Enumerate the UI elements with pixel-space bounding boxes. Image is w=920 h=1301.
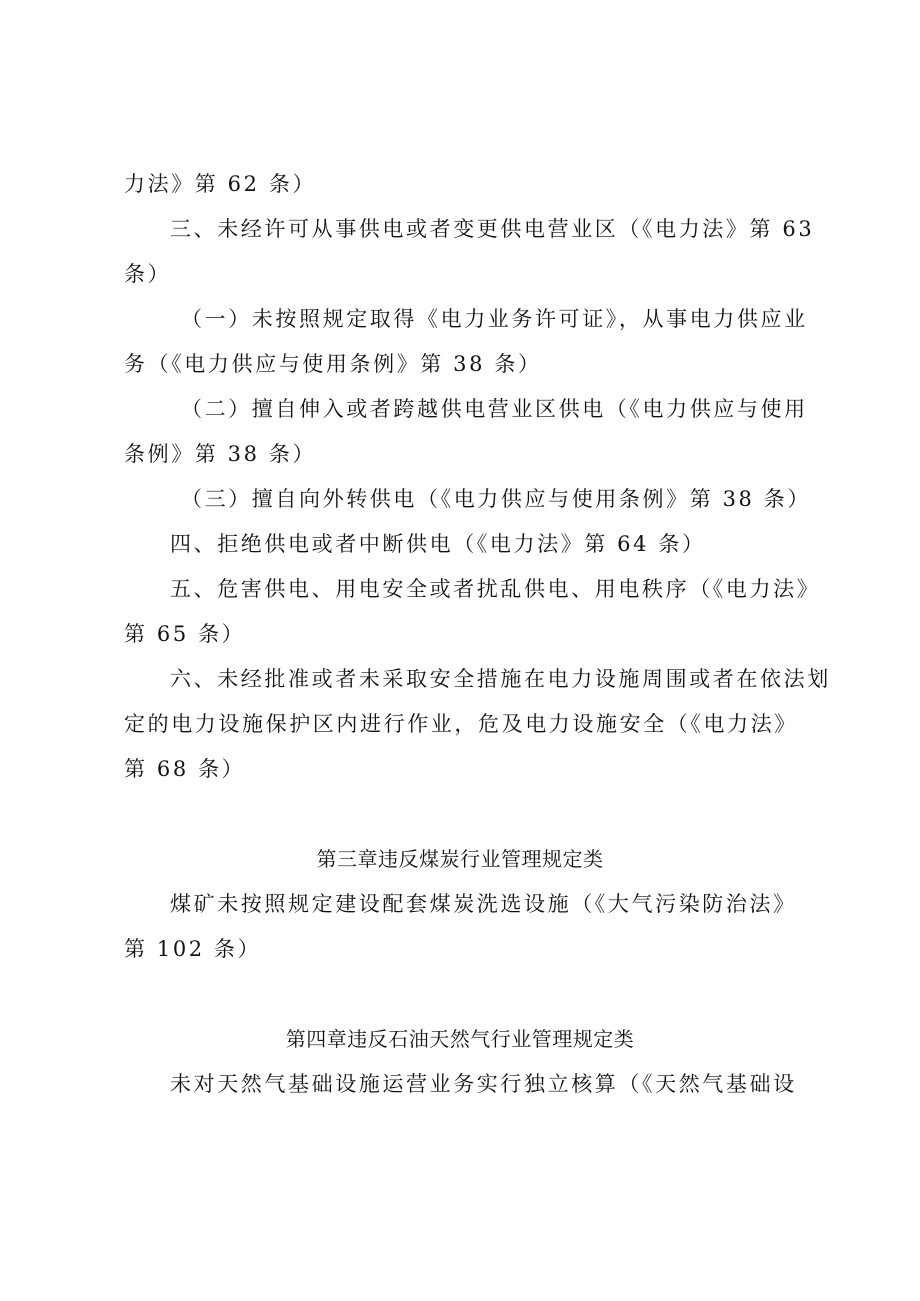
text-line: 第 68 条） <box>124 757 246 781</box>
chapter-heading: 第四章违反石油天然气行业管理规定类 <box>285 1027 635 1051</box>
text-line: 未对天然气基础设施运营业务实行独立核算（《天然气基础设 <box>170 1072 797 1096</box>
text-line: 六、未经批准或者未采取安全措施在电力设施周围或者在依法划 <box>170 667 831 691</box>
text-line: （一）未按照规定取得《电力业务许可证》，从事电力供应业 <box>181 307 808 331</box>
text-line: 第 102 条） <box>124 937 262 961</box>
text-line: 三、未经许可从事供电或者变更供电营业区（《电力法》第 63 <box>170 217 815 241</box>
text-line: 第 65 条） <box>124 622 246 646</box>
text-line: 四、拒绝供电或者中断供电（《电力法》第 64 条） <box>170 532 706 556</box>
chapter-heading: 第三章违反煤炭行业管理规定类 <box>316 847 604 871</box>
text-line: 条） <box>124 262 172 286</box>
text-line: 定的电力设施保护区内进行作业，危及电力设施安全（《电力法》 <box>124 712 798 736</box>
text-line: （二）擅自伸入或者跨越供电营业区供电（《电力供应与使用 <box>181 397 808 421</box>
text-line: 务（《电力供应与使用条例》第 38 条） <box>124 352 542 376</box>
text-line: 条例》第 38 条） <box>124 442 317 466</box>
text-line: 力法》第 62 条） <box>124 172 317 196</box>
text-line: 五、危害供电、用电安全或者扰乱供电、用电秩序（《电力法》 <box>170 577 821 601</box>
text-line: （三）擅自向外转供电（《电力供应与使用条例》第 38 条） <box>181 487 811 511</box>
text-line: 煤矿未按照规定建设配套煤炭洗选设施（《大气污染防治法》 <box>170 892 797 916</box>
